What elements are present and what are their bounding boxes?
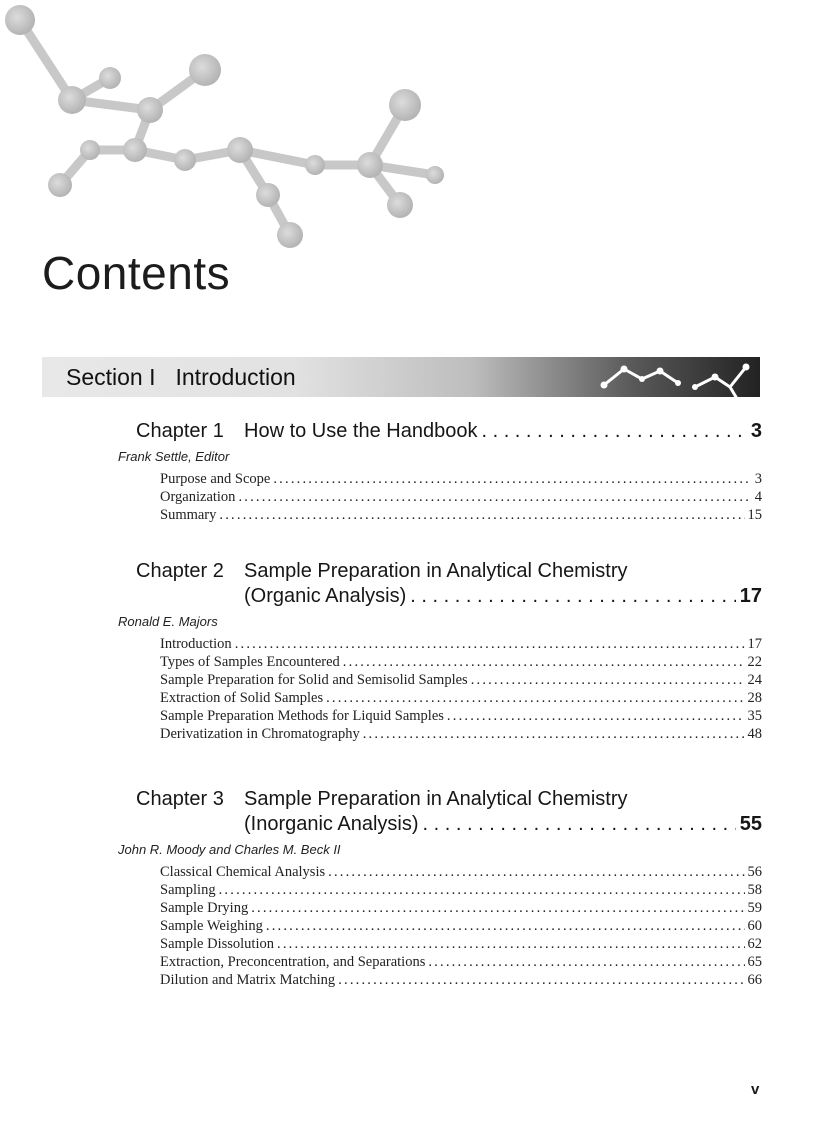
entry-list [160, 863, 762, 989]
chapter-heading[interactable] [136, 560, 762, 583]
chapter-subtitle: (Inorganic Analysis) [244, 813, 419, 835]
entry-title: Sampling [160, 882, 216, 898]
toc-entry[interactable] [160, 671, 762, 689]
entry-list [160, 470, 762, 524]
page-number: v [751, 1081, 760, 1098]
entry-title: Organization [160, 489, 236, 505]
dot-leader [363, 725, 745, 743]
entry-page: 58 [747, 882, 762, 898]
chapter-heading-continued[interactable] [136, 813, 762, 836]
entry-title: Sample Weighing [160, 918, 263, 934]
chapter-title: Sample Preparation in Analytical Chemistry [244, 788, 628, 810]
chapter-number: Chapter 2 [136, 560, 224, 582]
entry-page: 15 [747, 507, 762, 523]
dot-leader [219, 506, 744, 524]
chapter-1 [118, 420, 762, 524]
chapter-heading[interactable] [136, 420, 762, 443]
toc-entry[interactable] [160, 707, 762, 725]
toc-entry[interactable] [160, 953, 762, 971]
entry-title: Classical Chemical Analysis [160, 864, 326, 880]
entry-title: Sample Drying [160, 900, 249, 916]
dot-leader [266, 917, 745, 935]
entry-page: 28 [747, 690, 762, 706]
entry-title: Summary [160, 507, 217, 523]
section-banner [42, 357, 760, 397]
dot-leader [338, 971, 744, 989]
dot-leader [428, 953, 744, 971]
toc-entry[interactable] [160, 689, 762, 707]
chapter-heading[interactable] [136, 788, 762, 811]
entry-title: Extraction, Preconcentration, and Separations [160, 954, 426, 970]
toc-entry[interactable] [160, 971, 762, 989]
chapter-author: Ronald E. Majors [118, 614, 218, 629]
chapter-number: Chapter 1 [136, 420, 224, 442]
dot-leader [326, 689, 744, 707]
dot-leader [447, 707, 745, 725]
dot-leader [251, 899, 744, 917]
banner-molecule-icon [590, 357, 760, 397]
entry-page: 62 [747, 936, 762, 952]
chapter-subtitle: (Organic Analysis) [244, 585, 407, 607]
entry-title: Extraction of Solid Samples [160, 690, 324, 706]
entry-title: Sample Preparation Methods for Liquid Samples [160, 708, 444, 724]
dot-leader [277, 935, 745, 953]
entry-page: 35 [747, 708, 762, 724]
dot-leader [219, 881, 745, 899]
entry-title: Dilution and Matrix Matching [160, 972, 336, 988]
chapter-page: 3 [750, 420, 762, 442]
molecule-illustration [0, 0, 520, 260]
toc-entry[interactable] [160, 899, 762, 917]
entry-page: 56 [747, 864, 762, 880]
entry-title: Introduction [160, 636, 232, 652]
entry-page: 59 [747, 900, 762, 916]
entry-page: 3 [754, 471, 762, 487]
dot-leader [273, 470, 751, 488]
entry-page: 24 [747, 672, 762, 688]
section-heading [66, 364, 296, 391]
entry-page: 48 [747, 726, 762, 742]
page-title: Contents [42, 247, 231, 299]
chapter-2 [118, 560, 762, 743]
section-title: Introduction [175, 364, 296, 390]
toc-entry[interactable] [160, 917, 762, 935]
toc-entry[interactable] [160, 653, 762, 671]
toc-entry[interactable] [160, 470, 762, 488]
dot-leader [235, 635, 745, 653]
chapter-page: 17 [739, 585, 762, 607]
entry-page: 4 [754, 489, 762, 505]
chapter-number: Chapter 3 [136, 788, 224, 810]
chapter-title: Sample Preparation in Analytical Chemistry [244, 560, 628, 582]
toc-entry[interactable] [160, 725, 762, 743]
toc-entry[interactable] [160, 635, 762, 653]
dot-leader [238, 488, 751, 506]
toc-entry[interactable] [160, 935, 762, 953]
entry-page: 65 [747, 954, 762, 970]
chapter-3 [118, 788, 762, 989]
section-label: Section I [66, 364, 156, 390]
entry-page: 66 [747, 972, 762, 988]
toc-entry[interactable] [160, 506, 762, 524]
dot-leader [471, 671, 745, 689]
entry-page: 22 [747, 654, 762, 670]
entry-title: Derivatization in Chromatography [160, 726, 360, 742]
entry-title: Purpose and Scope [160, 471, 271, 487]
dot-leader [343, 653, 745, 671]
dot-leader [328, 863, 744, 881]
toc-entry[interactable] [160, 863, 762, 881]
dot-leader [410, 585, 735, 608]
dot-leader [481, 420, 746, 443]
entry-page: 60 [747, 918, 762, 934]
chapter-title: How to Use the Handbook [244, 420, 478, 442]
dot-leader [423, 813, 736, 836]
toc-entry[interactable] [160, 488, 762, 506]
chapter-author: John R. Moody and Charles M. Beck II [118, 842, 341, 857]
entry-page: 17 [747, 636, 762, 652]
chapter-heading-continued[interactable] [136, 585, 762, 608]
toc-entry[interactable] [160, 881, 762, 899]
entry-title: Types of Samples Encountered [160, 654, 340, 670]
chapter-page: 55 [739, 813, 762, 835]
chapter-author: Frank Settle, Editor [118, 449, 230, 464]
entry-list [160, 635, 762, 743]
entry-title: Sample Preparation for Solid and Semisolid Samples [160, 672, 468, 688]
entry-title: Sample Dissolution [160, 936, 274, 952]
